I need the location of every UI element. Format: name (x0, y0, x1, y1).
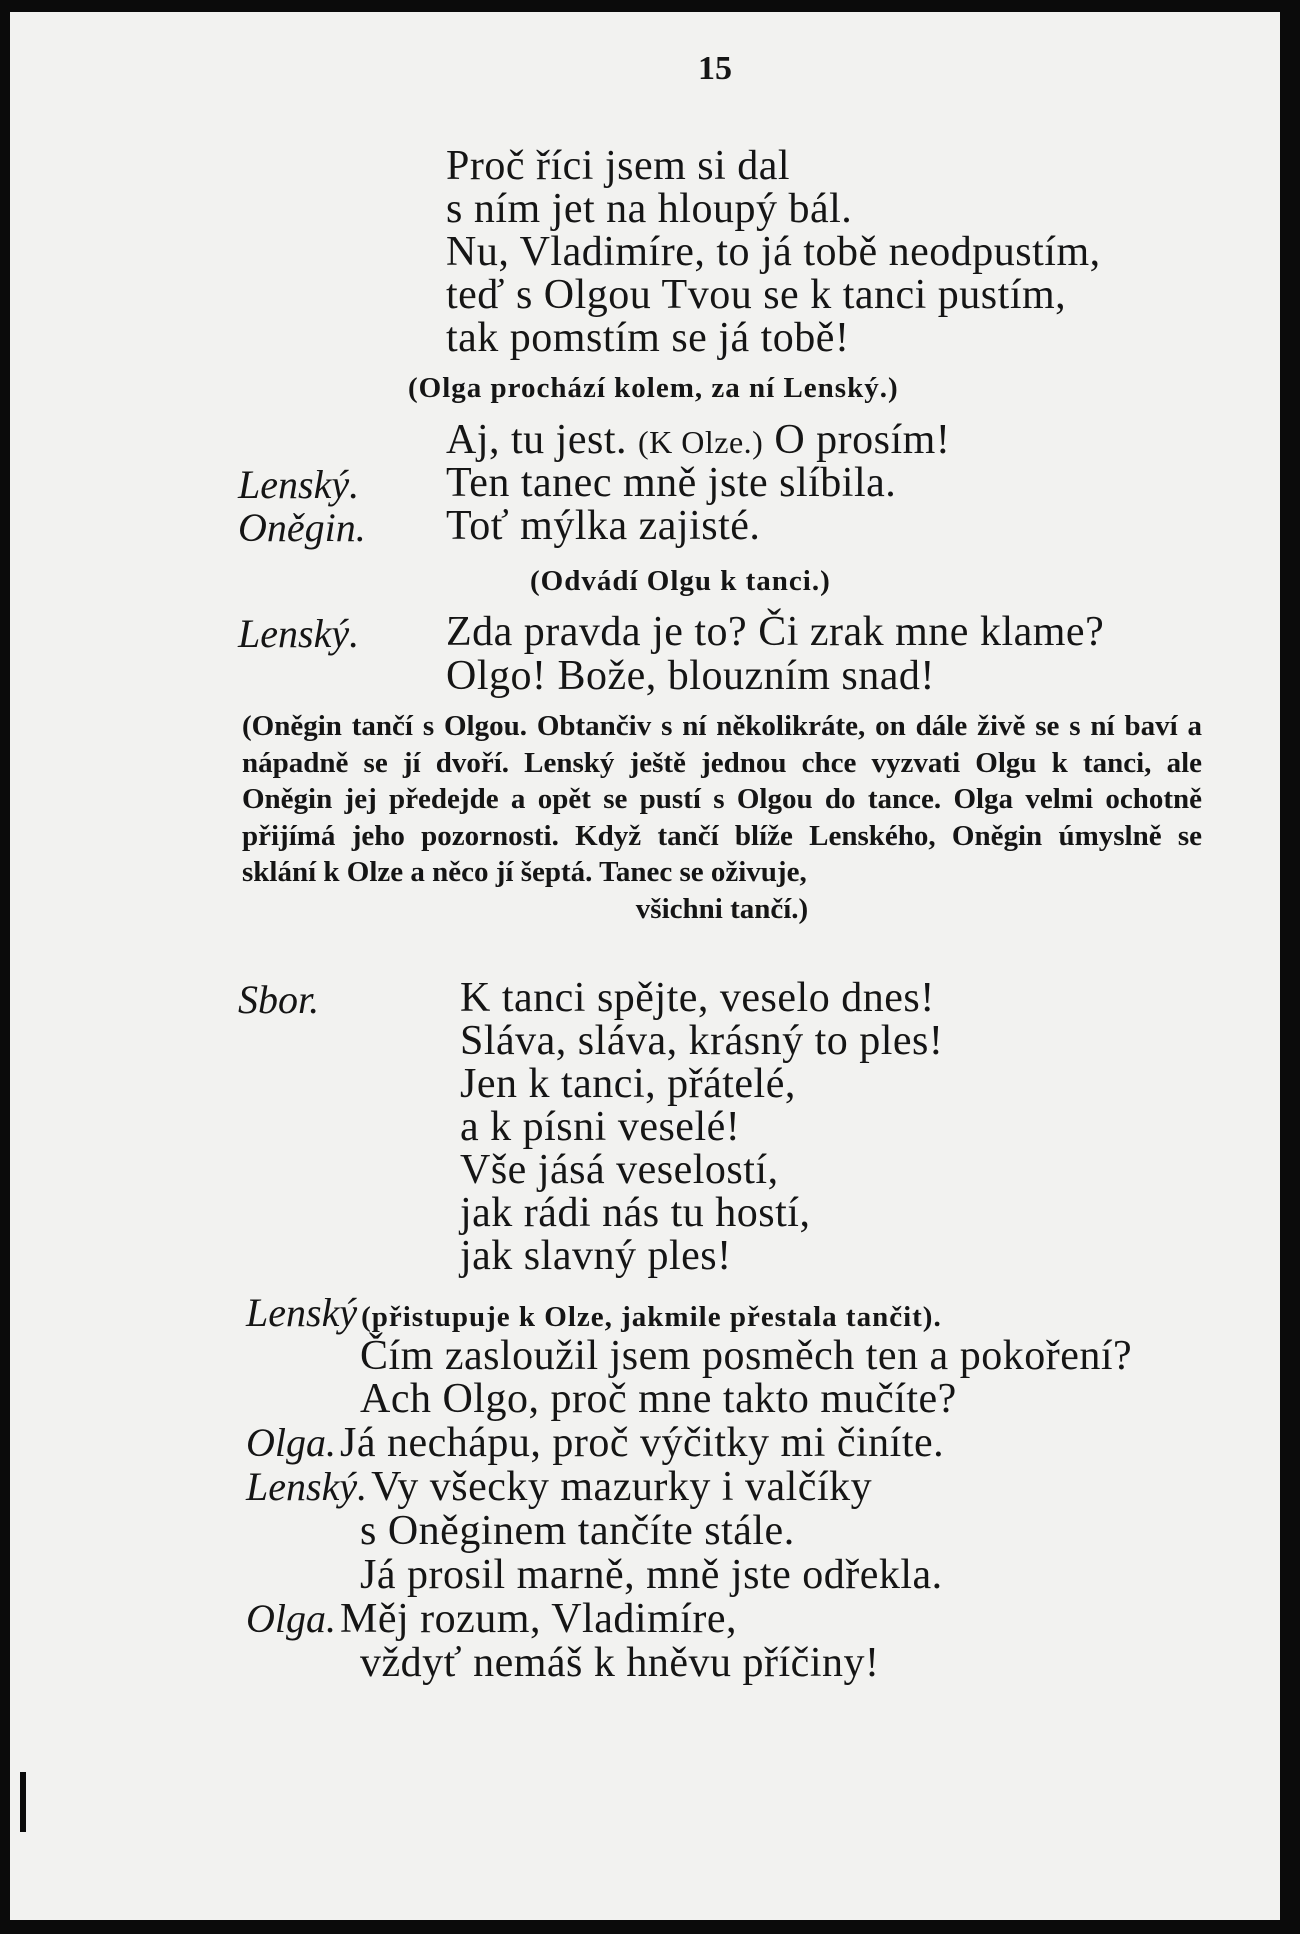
verse-line: Já nechápu, proč výčitky mi činíte. (340, 1420, 945, 1466)
chorus-line: Sláva, sláva, krásný to ples! (460, 1018, 944, 1064)
stage-paragraph (242, 708, 1202, 927)
speaker-chorus: Sbor. (238, 977, 320, 1022)
inline-direction: (K Olze.) (638, 424, 764, 460)
book-page (10, 12, 1280, 1920)
stage-direction: (Olga prochází kolem, za ní Lenský.) (408, 372, 899, 404)
speaker-line (246, 1419, 944, 1467)
verse-line: s Oněginem tančíte stále. (360, 1508, 795, 1554)
verse-line: tak pomstím se já tobě! (446, 315, 850, 361)
chorus-line: jak rádi nás tu hostí, (460, 1190, 811, 1236)
speaker-olga: Olga. (246, 1420, 336, 1465)
speaker-line (246, 1595, 737, 1643)
verse-line: s ním jet na hloupý bál. (446, 186, 853, 232)
speaker-lensky: Lenský. (238, 462, 360, 507)
chorus-line: jak slavný ples! (460, 1233, 732, 1279)
verse-line: Toť mýlka zajisté. (446, 503, 761, 549)
speaker-lensky: Lenský. (238, 611, 360, 656)
stage-direction: (přistupuje k Olze, jakmile přestala tančit). (361, 1301, 942, 1333)
scan-edge-mark (20, 1772, 26, 1832)
speaker-line (246, 1289, 942, 1336)
stage-paragraph-tail: všichni tančí.) (635, 892, 809, 925)
verse-line: Zda pravda je to? Či zrak mne klame? (446, 609, 1105, 655)
verse-line: teď s Olgou Tvou se k tanci pustím, (446, 272, 1067, 318)
stage-direction: (Odvádí Olgu k tanci.) (530, 565, 831, 597)
chorus-line: a k písni veselé! (460, 1104, 741, 1150)
page-number: 15 (698, 50, 732, 87)
verse-line (446, 416, 950, 464)
verse-line: Já prosil marně, mně jste odřekla. (360, 1552, 943, 1598)
verse-line: Vy všecky mazurky i valčíky (371, 1464, 873, 1510)
speaker-olga: Olga. (246, 1596, 336, 1641)
speaker-lensky: Lenský. (246, 1464, 368, 1509)
verse-line: Čím zasloužil jsem posměch ten a pokoření? (360, 1333, 1133, 1379)
speaker-lensky: Lenský (246, 1290, 358, 1335)
chorus-line: Jen k tanci, přátelé, (460, 1061, 796, 1107)
verse-line: Nu, Vladimíre, to já tobě neodpustím, (446, 229, 1101, 275)
verse-line: Ach Olgo, proč mne takto mučíte? (360, 1376, 957, 1422)
chorus-line: K tanci spějte, veselo dnes! (460, 975, 935, 1021)
verse-line: vždyť nemáš k hněvu příčiny! (360, 1640, 880, 1686)
verse-fragment: Aj, tu jest. (446, 417, 627, 463)
chorus-line: Vše jásá veselostí, (460, 1147, 779, 1193)
verse-line: Olgo! Bože, blouzním snad! (446, 653, 935, 699)
verse-line: Proč říci jsem si dal (446, 143, 791, 189)
verse-line: Měj rozum, Vladimíre, (340, 1596, 737, 1642)
speaker-onegin: Oněgin. (238, 505, 366, 550)
verse-line: Ten tanec mně jste slíbila. (446, 460, 897, 506)
speaker-line (246, 1463, 872, 1511)
stage-paragraph-text: (Oněgin tančí s Olgou. Obtančiv s ní několikráte, on dále živě se s ní baví a nápadně se jí dvoří. Lenský ještě jednou chce vyzvati Olgu k tanci, ale Oněgin jej předejde a opět se pustí s Olgou do tance. Olga velmi ochotně přijímá jeho pozornosti. Když tančí blíže Lenského, Oněgin úmyslně se sklání k Olze a něco jí šeptá. Tanec se oživuje, (242, 710, 1202, 888)
verse-fragment: O prosím! (774, 417, 951, 463)
